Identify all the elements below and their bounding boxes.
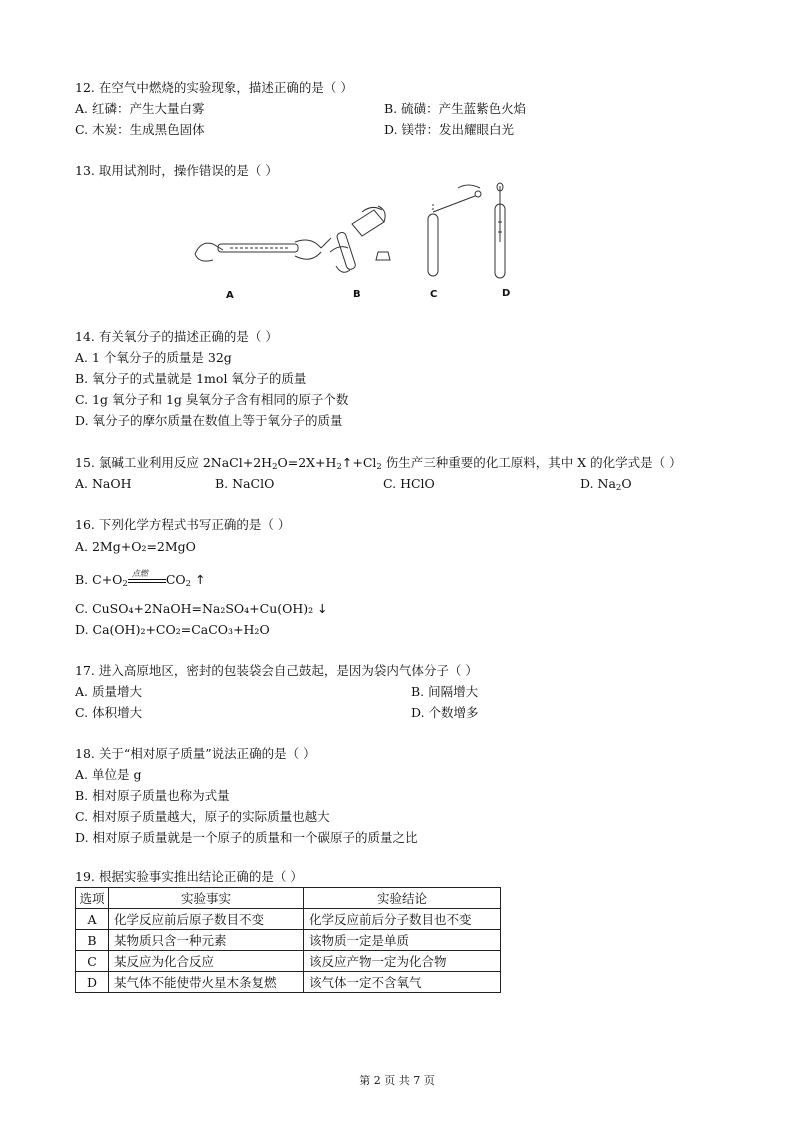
table-cell: 某气体不能使带火星木条复燃 (109, 972, 304, 993)
table-row (76, 972, 501, 993)
q15-option-b: B. NaClO (215, 476, 275, 491)
q17-option-b: B. 间隔增大 (411, 684, 479, 699)
table-cell: A (76, 909, 109, 930)
table-cell: 某反应为化合反应 (109, 951, 304, 972)
figure-label-c: C (430, 289, 438, 300)
q15-stem: 15. 氯碱工业利用反应 $2NaCl+2H_2O=2X+H_2↑+Cl_2$ 伤生产三种重要的化工原料，其中 X 的化学式是（ ） (75, 455, 682, 472)
figure-label-b: B (353, 289, 361, 300)
table-cell: 该反应产物一定为化合物 (304, 951, 501, 972)
table-row (76, 909, 501, 930)
q16-option-c: C. CuSO₄+2NaOH=Na₂SO₄+Cu(OH)₂ ↓ (75, 601, 328, 616)
table-cell: 某物质只含一种元素 (109, 930, 304, 951)
figure-b-pouring (330, 206, 390, 272)
table-cell: C (76, 951, 109, 972)
q12-option-a: A. 红磷：产生大量白雾 (75, 101, 205, 116)
q15-option-d: D. $Na_2O$ (580, 476, 632, 493)
figure-a-horizontal-tube (195, 238, 331, 261)
table-header-row (76, 888, 501, 909)
q18-option-a: A. 单位是 g (75, 767, 142, 782)
q16-stem: 16. 下列化学方程式书写正确的是（ ） (75, 517, 291, 532)
q17-option-d: D. 个数增多 (411, 705, 479, 720)
figure-label-d: D (502, 288, 511, 299)
table-row (76, 930, 501, 951)
q12-stem: 12. 在空气中燃烧的实验现象，描述正确的是（ ） (75, 80, 353, 95)
q17-stem: 17. 进入高原地区，密封的包装袋会自己鼓起，是因为袋内气体分子（ ） (75, 663, 478, 678)
table-cell: 化学反应前后分子数目也不变 (304, 909, 501, 930)
q16-option-d: D. Ca(OH)₂+CO₂=CaCO₃+H₂O (75, 622, 270, 637)
table-header-cell: 实验结论 (304, 888, 501, 909)
q14-option-b: B. 氧分子的式量就是 1mol 氧分子的质量 (75, 371, 307, 386)
q18-option-b: B. 相对原子质量也称为式量 (75, 788, 230, 803)
figure-d-dropper-inserted (495, 183, 505, 278)
table-header-cell: 实验事实 (109, 888, 304, 909)
q15-option-c: C. HClO (383, 476, 435, 491)
reagent-operations-illustration (190, 182, 530, 304)
q18-option-c: C. 相对原子质量越大，原子的实际质量也越大 (75, 809, 330, 824)
q18-option-d: D. 相对原子质量就是一个原子的质量和一个碳原子的质量之比 (75, 830, 418, 845)
table-row (76, 951, 501, 972)
table-cell: 化学反应前后原子数目不变 (109, 909, 304, 930)
page-footer: 第 2 页 共 7 页 (359, 1074, 435, 1087)
q12-option-d: D. 镁带：发出耀眼白光 (384, 122, 515, 137)
q18-stem: 18. 关于“相对原子质量”说法正确的是（ ） (75, 746, 316, 761)
figure-c-dropper-above-tube (428, 185, 481, 276)
q14-stem: 14. 有关氧分子的描述正确的是（ ） (75, 329, 278, 344)
q13-stem: 13. 取用试剂时，操作错误的是（ ） (75, 163, 278, 178)
q19-table (75, 887, 501, 993)
q12-option-b: B. 硫磺：产生蓝紫色火焰 (384, 101, 527, 116)
table-cell: D (76, 972, 109, 993)
q17-option-c: C. 体积增大 (75, 705, 143, 720)
q16-option-b: B. $C+O_2$ 点燃 $CO_2$ ↑ (75, 568, 206, 589)
table-cell: 该气体一定不含氧气 (304, 972, 501, 993)
q14-option-c: C. 1g 氧分子和 1g 臭氧分子含有相同的原子个数 (75, 392, 349, 407)
q19-stem: 19. 根据实验事实推出结论正确的是（ ） (75, 869, 303, 884)
q14-option-d: D. 氧分子的摩尔质量在数值上等于氧分子的质量 (75, 413, 343, 428)
figure-label-a: A (226, 290, 234, 301)
q17-option-a: A. 质量增大 (75, 684, 142, 699)
table-header-cell: 选项 (76, 888, 109, 909)
q12-option-c: C. 木炭：生成黑色固体 (75, 122, 205, 137)
equation-condition-bar: 点燃 (128, 576, 166, 586)
q16-option-a: A. 2Mg+O₂=2MgO (75, 539, 196, 554)
q14-option-a: A. 1 个氧分子的质量是 32g (75, 350, 232, 365)
table-cell: 该物质一定是单质 (304, 930, 501, 951)
q13-figure (190, 182, 530, 304)
table-cell: B (76, 930, 109, 951)
q15-option-a: A. NaOH (75, 476, 132, 491)
